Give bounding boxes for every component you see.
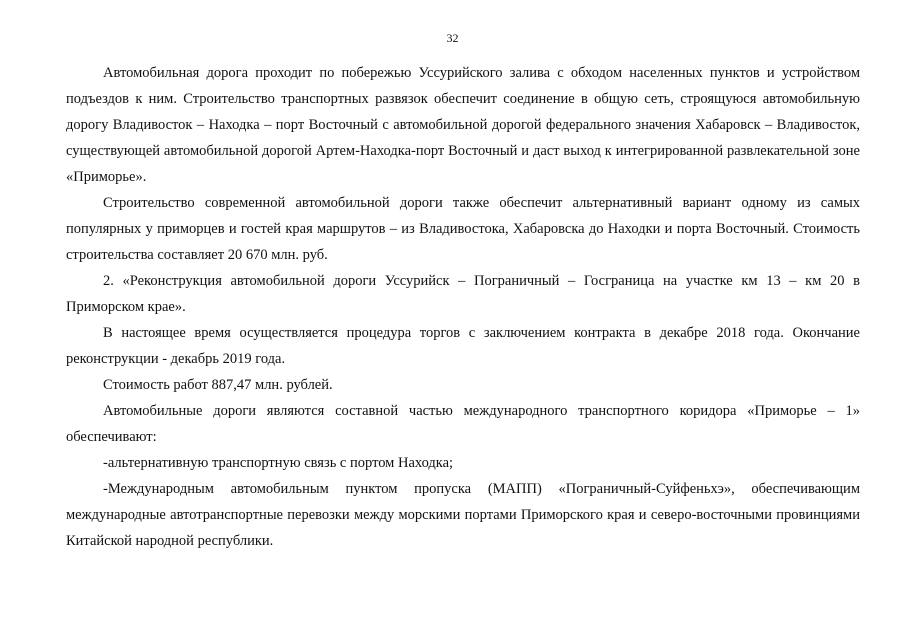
paragraph: 2. «Реконструкция автомобильной дороги Уссурийск – Пограничный – Госграница на участке км 13 – км 20 в Приморском крае». [66, 273, 860, 315]
paragraph: В настоящее время осуществляется процедура торгов с заключением контракта в декабре 2018 года. Окончание реконструкции - декабрь 2019 года. [66, 325, 860, 367]
paragraph: -альтернативную транспортную связь с портом Находка; [103, 455, 454, 471]
paragraph: Стоимость работ 887,47 млн. рублей. [103, 377, 333, 393]
paragraph: -Международным автомобильным пунктом пропуска (МАПП) «Пограничный-Суйфеньхэ», обеспечивающим международные автотранспортные перевозки между морскими портами Приморского края и северо-восточными провинциями Китайской народной республики. [66, 481, 860, 549]
paragraph: Автомобильная дорога проходит по побережью Уссурийского залива с обходом населенных пунктов и устройством подъездов к ним. Строительство транспортных развязок обеспечит соединение в общую сеть, строящуюся автомобильную дорогу Владивосток – Находка – порт Восточный с автомобильной дорогой федерального значения Хабаровск – Владивосток, существующей автомобильной дорогой Артем-Находка-порт Восточный и даст выход к интегрированной развлекательной зоне «Приморье». [66, 65, 860, 185]
page-number: 32 [446, 31, 459, 45]
paragraph: Строительство современной автомобильной дороги также обеспечит альтернативный вариант одному из самых популярных у приморцев и гостей края маршрутов – из Владивостока, Хабаровска до Находки и порта Восточный. Стоимость строительства составляет 20 670 млн. руб. [66, 195, 860, 263]
document-body [66, 60, 860, 554]
paragraph: Автомобильные дороги являются составной частью международного транспортного коридора «Приморье – 1» обеспечивают: [66, 403, 860, 445]
